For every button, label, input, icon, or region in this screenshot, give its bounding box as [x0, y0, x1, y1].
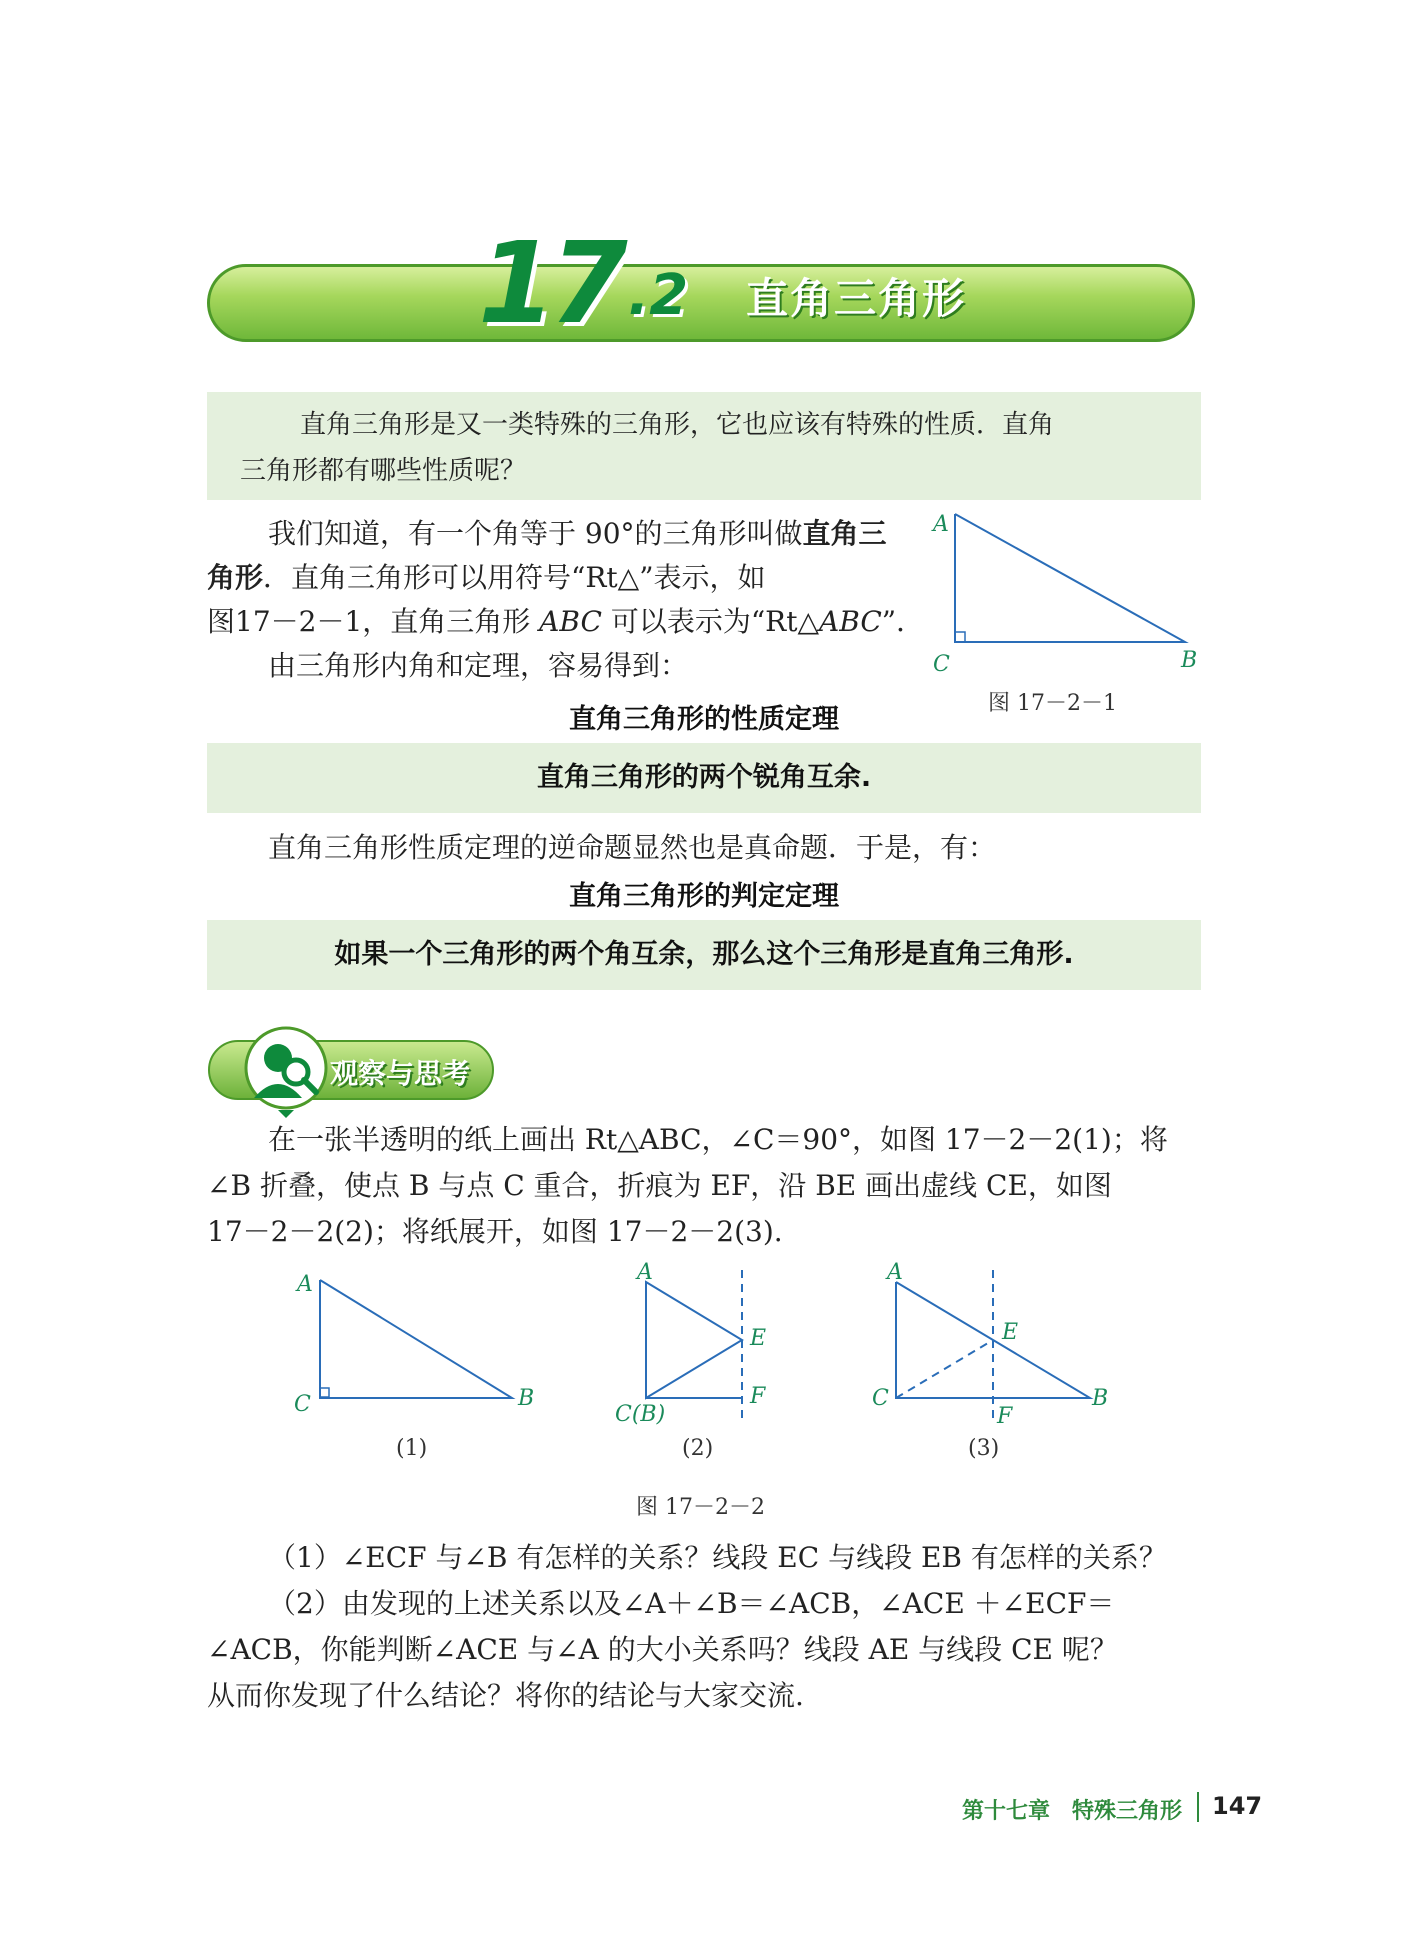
section-number: 17: [478, 219, 622, 349]
dashed-ce: [896, 1340, 993, 1398]
triangle-abc: [955, 514, 1185, 642]
question-2-line2: ∠ACB，你能判断∠ACE 与∠A 的大小关系吗？线段 AE 与线段 CE 呢？: [207, 1633, 1118, 1666]
fig2-3-label-f: F: [997, 1404, 1013, 1429]
observe-line1: 在一张半透明的纸上画出 Rt△ABC，∠C＝90°，如图 17－2－2(1)；将: [268, 1123, 1168, 1156]
para1-line4: 由三角形内角和定理，容易得到：: [268, 649, 689, 682]
section-title: 直角三角形: [746, 274, 967, 323]
theorem2-text: 如果一个三角形的两个角互余，那么这个三角形是直角三角形.: [334, 939, 1074, 970]
theorem1-text: 直角三角形的两个锐角互余.: [536, 762, 872, 793]
fig2-1-label-c: C: [294, 1392, 311, 1417]
fig2-2-label-e: E: [750, 1326, 767, 1351]
para1-text: 我们知道，有一个角等于 90°的三角形叫做: [268, 517, 803, 550]
fig2-3-caption: (3): [968, 1436, 1000, 1461]
question-2-line1: （2）由发现的上述关系以及∠A＋∠B＝∠ACB，∠ACE ＋∠ECF＝: [268, 1587, 1115, 1620]
fig2-3-label-e: E: [1002, 1320, 1019, 1345]
intro-line-1: 直角三角形是又一类特殊的三角形，它也应该有特殊的性质．直角: [300, 410, 1055, 440]
para1-line2: [207, 556, 927, 600]
triangle-abc: [320, 1280, 512, 1398]
term-right-triangle: 直角三: [802, 517, 887, 550]
fig2-3-label-c: C: [872, 1386, 889, 1411]
fig1-label-a: A: [933, 512, 949, 537]
fig2-2-label-f: F: [750, 1384, 766, 1409]
para1-text: ．直角三角形可以用符号“Rt△”表示，如: [263, 561, 766, 594]
math-abc: ABC: [539, 605, 602, 638]
observe-line3: 17－2－2(2)；将纸展开，如图 17－2－2(3).: [207, 1215, 783, 1248]
fig2-3-label-a: A: [887, 1260, 903, 1285]
section-banner: [207, 264, 1195, 342]
para2: 直角三角形性质定理的逆命题显然也是真命题．于是，有：: [268, 831, 997, 864]
figure-17-2-2-3: [880, 1260, 1110, 1430]
fig2-1-label-b: B: [518, 1386, 535, 1411]
theorem1-title: 直角三角形的性质定理: [569, 704, 839, 735]
observe-badge-label: 观察与思考: [330, 1057, 471, 1090]
right-angle-mark: [955, 632, 965, 642]
fig2-2-label-cb: C(B): [615, 1402, 666, 1427]
para1-line1: [268, 512, 918, 556]
fig2-caption: 图 17－2－2: [636, 1495, 765, 1520]
fig1-label-c: C: [933, 652, 950, 677]
fig2-1-caption: (1): [396, 1436, 428, 1461]
folded-triangle: [646, 1282, 742, 1398]
magnifier-person-icon: [240, 1020, 332, 1120]
fig2-2-caption: (2): [682, 1436, 714, 1461]
fig2-1-label-a: A: [297, 1272, 313, 1297]
para1-text: 可以表示为“Rt△: [601, 605, 820, 638]
fig1-label-b: B: [1181, 648, 1198, 673]
intro-line-2: 三角形都有哪些性质呢？: [240, 456, 527, 486]
para1-text: ”．: [881, 605, 925, 638]
term-right-triangle-end: 角形: [207, 561, 264, 594]
fig2-2-label-a: A: [637, 1260, 653, 1285]
fig2-3-label-b: B: [1092, 1386, 1109, 1411]
section-subnumber: .2: [628, 263, 689, 328]
intro-text: [240, 402, 1180, 494]
footer-separator: [1197, 1792, 1199, 1822]
page-number: 147: [1212, 1792, 1263, 1820]
right-angle-mark: [320, 1388, 329, 1397]
figure-17-2-1: [930, 510, 1210, 660]
theorem2-title: 直角三角形的判定定理: [569, 881, 839, 912]
question-2-line3: 从而你发现了什么结论？将你的结论与大家交流.: [207, 1679, 804, 1712]
figure-17-2-2-1: [300, 1270, 540, 1410]
para1-line3: [207, 600, 927, 644]
para1-text: 图17－2－1，直角三角形: [207, 605, 540, 638]
footer-chapter: 第十七章 特殊三角形: [962, 1799, 1183, 1824]
question-1: （1）∠ECF 与∠B 有怎样的关系？线段 EC 与线段 EB 有怎样的关系？: [268, 1541, 1167, 1574]
fig1-caption: 图 17－2－1: [988, 691, 1117, 716]
observe-line2: ∠B 折叠，使点 B 与点 C 重合，折痕为 EF，沿 BE 画出虚线 CE，如图: [207, 1169, 1112, 1202]
math-abc: ABC: [819, 605, 882, 638]
